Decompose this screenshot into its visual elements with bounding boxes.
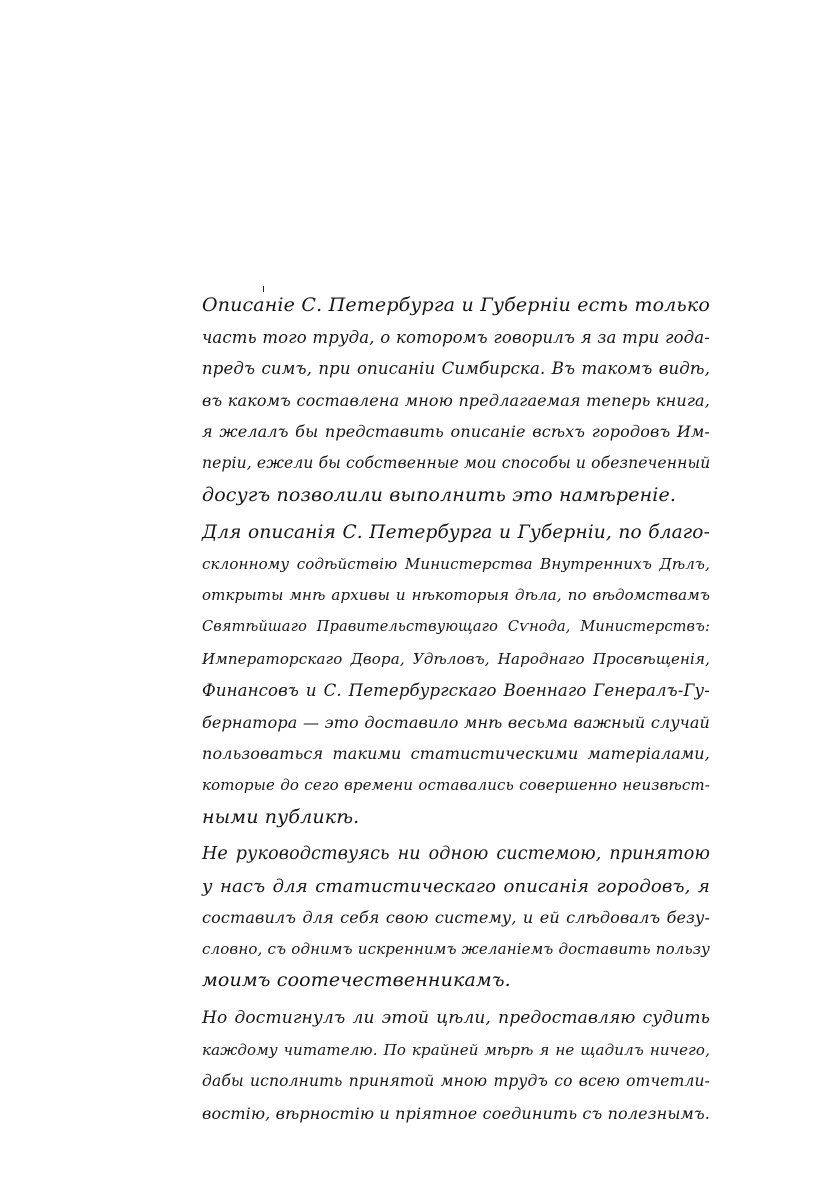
text-line: востію, вѣрностію и пріятное соединить съ полезнымъ. <box>202 1103 711 1123</box>
text-line: предъ симъ, при описаніи Симбирска. Въ такомъ видѣ, <box>202 359 710 379</box>
text-line: Финансовъ и С. Петербургскаго Военнаго Генералъ-Гу- <box>202 681 710 701</box>
text-line: Описаніе С. Петербурга и Губерніи есть только <box>202 294 710 316</box>
text-line: которые до сего времени оставались совершенно неизвѣст- <box>202 775 710 794</box>
preface-text <box>202 290 710 1129</box>
text-line: каждому читателю. По крайней мѣрѣ я не щадилъ ничего, <box>202 1040 710 1059</box>
paragraph-4 <box>202 1003 710 1129</box>
text-line: я желалъ бы представить описаніе всѣхъ городовъ Им- <box>202 422 710 442</box>
text-line: дабы исполнить принятой мною трудъ со всею отчетли- <box>202 1072 710 1091</box>
text-line: у насъ для статистическаго описанія городовъ, я <box>202 875 710 897</box>
text-line: бернатора — это доставило мнѣ весьма важный случай <box>202 712 710 732</box>
text-line: склонному содѣйствію Министерства Внутреннихъ Дѣлъ, <box>202 554 710 573</box>
text-line: въ какомъ составлена мною предлагаемая теперь книга, <box>202 390 710 410</box>
text-line: Императорскаго Двора, Удѣловъ, Народнаго Просвѣщенія, <box>202 649 710 668</box>
text-line: періи, ежели бы собственные мои способы и обезпеченный <box>202 453 711 472</box>
text-line: Но достигнулъ ли этой цѣли, предоставляю судить <box>202 1008 710 1029</box>
text-line: ными публикѣ. <box>202 805 360 828</box>
text-line: Не руководствуясь ни одною системою, принятою <box>202 844 710 865</box>
text-line: открыты мнѣ архивы и нѣкоторыя дѣла, по вѣдомствамъ <box>202 586 710 605</box>
text-line: часть того труда, о которомъ говорилъ я за три года- <box>202 327 710 347</box>
text-line: Для описанія С. Петербурга и Губерніи, по благо- <box>202 522 710 544</box>
text-line: досугъ позволили выполнить это намѣреніе. <box>202 483 677 506</box>
text-line: моимъ соотечественникамъ. <box>202 969 511 992</box>
text-line: словно, съ однимъ искреннимъ желаніемъ доставить пользу <box>202 939 710 958</box>
text-line: составилъ для себя свою систему, и ей слѣдовалъ безу- <box>202 908 710 928</box>
paragraph-3 <box>202 839 710 997</box>
text-line: пользоваться такими статистическими матеріалами, <box>202 744 710 764</box>
paragraph-1 <box>202 290 710 511</box>
text-line: Святѣйшаго Правительствующаго Сѵнода, Министерствъ: <box>202 618 710 635</box>
paragraph-2 <box>202 517 710 833</box>
